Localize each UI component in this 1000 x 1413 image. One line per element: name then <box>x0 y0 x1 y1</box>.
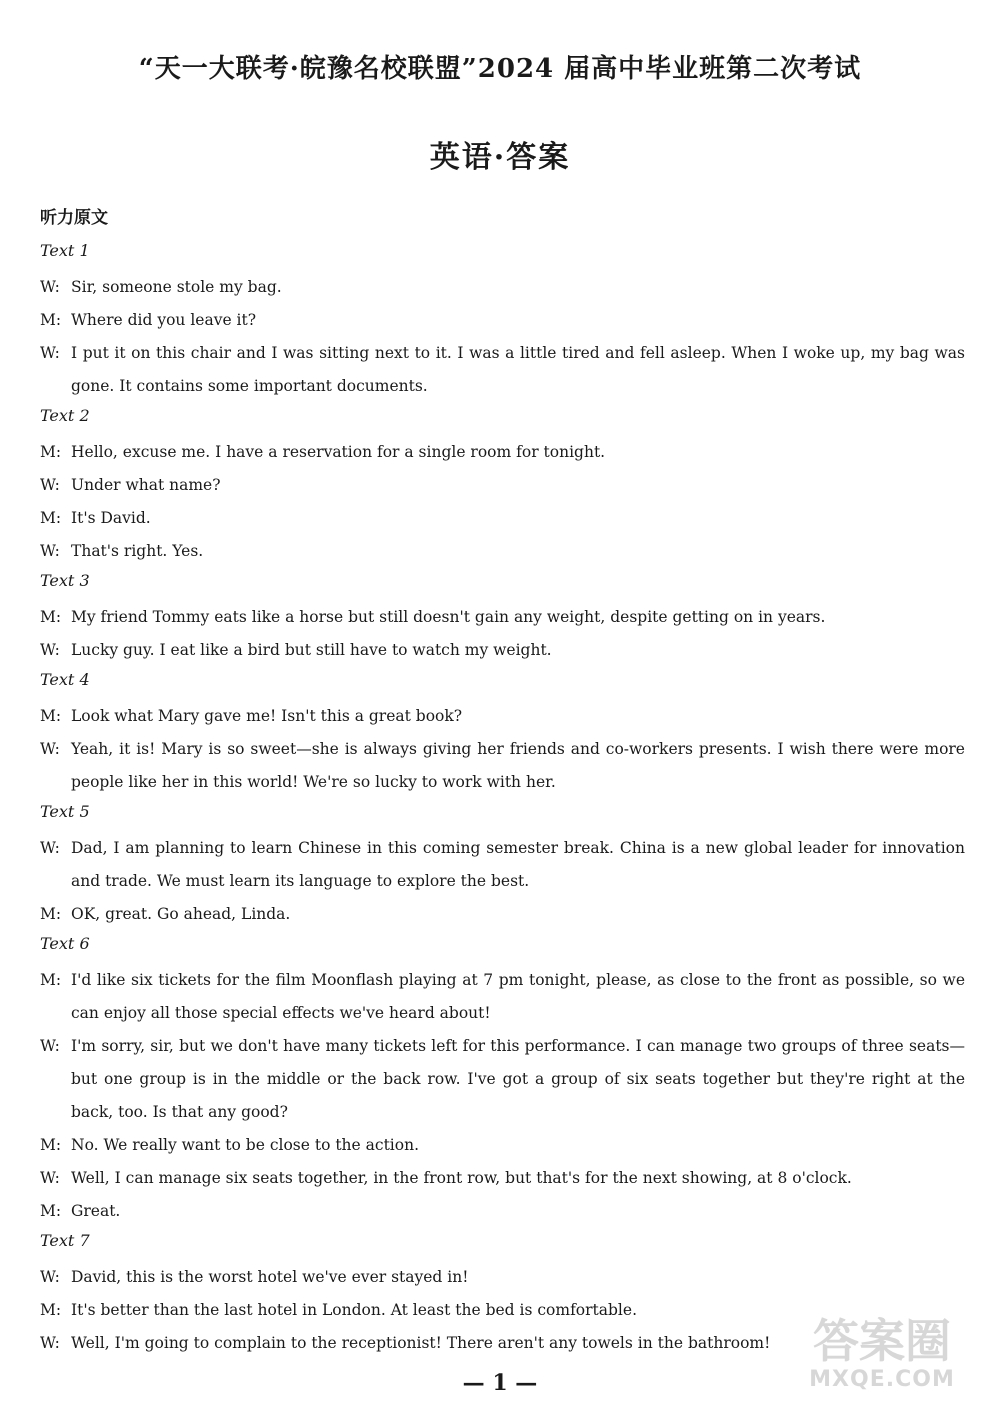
speaker-label: W: <box>40 641 60 659</box>
text-label: Text 1 <box>40 241 90 260</box>
text-label: Text 6 <box>40 934 90 953</box>
utterance-text: Sir, someone stole my bag. <box>71 278 282 296</box>
speaker-label: W: <box>40 1169 60 1187</box>
dialogue-line <box>40 601 965 634</box>
dialogue-line <box>40 1261 965 1294</box>
speaker-label: W: <box>40 476 60 494</box>
speaker-label: M: <box>40 971 62 989</box>
utterance-text: It's better than the last hotel in London. At least the bed is comfortable. <box>71 1301 637 1319</box>
document-title: “天一大联考·皖豫名校联盟”2024 届高中毕业班第二次考试 <box>138 54 862 84</box>
text-label: Text 7 <box>40 1231 90 1250</box>
speaker-label: M: <box>40 443 62 461</box>
dialogue-line <box>40 1195 965 1228</box>
dialogue-line <box>40 1030 965 1129</box>
speaker-label: W: <box>40 278 60 296</box>
utterance-text: Dad, I am planning to learn Chinese in this coming semester break. China is a new global leader for innovation and trade. We must learn its language to explore the best. <box>71 839 965 890</box>
speaker-label: M: <box>40 608 62 626</box>
utterance-text: Look what Mary gave me! Isn't this a great book? <box>71 707 463 725</box>
text-label: Text 5 <box>40 802 90 821</box>
utterance-text: Where did you leave it? <box>71 311 257 329</box>
utterance-text: OK, great. Go ahead, Linda. <box>71 905 291 923</box>
dialogue-line <box>40 271 965 304</box>
speaker-label: M: <box>40 1202 62 1220</box>
text-label: Text 4 <box>40 670 90 689</box>
speaker-label: W: <box>40 1037 60 1055</box>
document-subtitle: 英语·答案 <box>429 140 571 175</box>
utterance-text: My friend Tommy eats like a horse but still doesn't gain any weight, despite getting on in years. <box>71 608 826 626</box>
utterance-text: Hello, excuse me. I have a reservation for a single room for tonight. <box>71 443 606 461</box>
speaker-label: M: <box>40 905 62 923</box>
speaker-label: M: <box>40 707 62 725</box>
dialogue-line <box>40 535 965 568</box>
utterance-text: Under what name? <box>71 476 221 494</box>
speaker-label: W: <box>40 839 60 857</box>
listening-transcript <box>40 205 965 1360</box>
utterance-text: It's David. <box>71 509 151 527</box>
watermark-logo-text: 答案圈 <box>813 1314 951 1368</box>
utterance-text: David, this is the worst hotel we've ever stayed in! <box>71 1268 469 1286</box>
speaker-label: M: <box>40 1301 62 1319</box>
utterance-text: I put it on this chair and I was sitting next to it. I was a little tired and fell asleep. When I woke up, my bag was gone. It contains some important documents. <box>71 344 965 395</box>
dialogue-line <box>40 436 965 469</box>
speaker-label: M: <box>40 509 62 527</box>
page-number: — 1 — <box>462 1370 538 1396</box>
speaker-label: M: <box>40 1136 62 1154</box>
speaker-label: W: <box>40 1334 60 1352</box>
utterance-text: That's right. Yes. <box>71 542 204 560</box>
speaker-label: M: <box>40 311 62 329</box>
dialogue-line <box>40 502 965 535</box>
dialogue-line <box>40 898 965 931</box>
dialogue-line <box>40 469 965 502</box>
dialogue-line <box>40 832 965 898</box>
utterance-text: I'm sorry, sir, but we don't have many tickets left for this performance. I can manage two groups of three seats—but one group is in the middle or the back row. I've got a group of six seats together but they're right at the back, too. Is that any good? <box>71 1037 965 1121</box>
dialogue-line <box>40 337 965 403</box>
section-heading: 听力原文 <box>40 208 108 228</box>
dialogue-line <box>40 733 965 799</box>
dialogue-line <box>40 964 965 1030</box>
watermark-logo <box>782 1315 982 1405</box>
utterance-text: Well, I'm going to complain to the receptionist! There aren't any towels in the bathroom! <box>71 1334 771 1352</box>
watermark-url: MXQE.COM <box>809 1367 955 1392</box>
utterance-text: Yeah, it is! Mary is so sweet—she is always giving her friends and co-workers presents. I wish there were more people like her in this world! We're so lucky to work with her. <box>71 740 965 791</box>
dialogue-line <box>40 1162 965 1195</box>
utterance-text: Great. <box>71 1202 121 1220</box>
speaker-label: W: <box>40 542 60 560</box>
speaker-label: W: <box>40 1268 60 1286</box>
utterance-text: Well, I can manage six seats together, in the front row, but that's for the next showing, at 8 o'clock. <box>71 1169 852 1187</box>
speaker-label: W: <box>40 740 60 758</box>
dialogue-line <box>40 700 965 733</box>
utterance-text: No. We really want to be close to the action. <box>71 1136 419 1154</box>
utterance-text: I'd like six tickets for the film Moonflash playing at 7 pm tonight, please, as close to the front as possible, so we can enjoy all those special effects we've heard about! <box>71 971 965 1022</box>
dialogue-line <box>40 1129 965 1162</box>
dialogue-line <box>40 634 965 667</box>
utterance-text: Lucky guy. I eat like a bird but still have to watch my weight. <box>71 641 552 659</box>
text-label: Text 2 <box>40 406 90 425</box>
text-label: Text 3 <box>40 571 90 590</box>
speaker-label: W: <box>40 344 60 362</box>
dialogue-line <box>40 304 965 337</box>
